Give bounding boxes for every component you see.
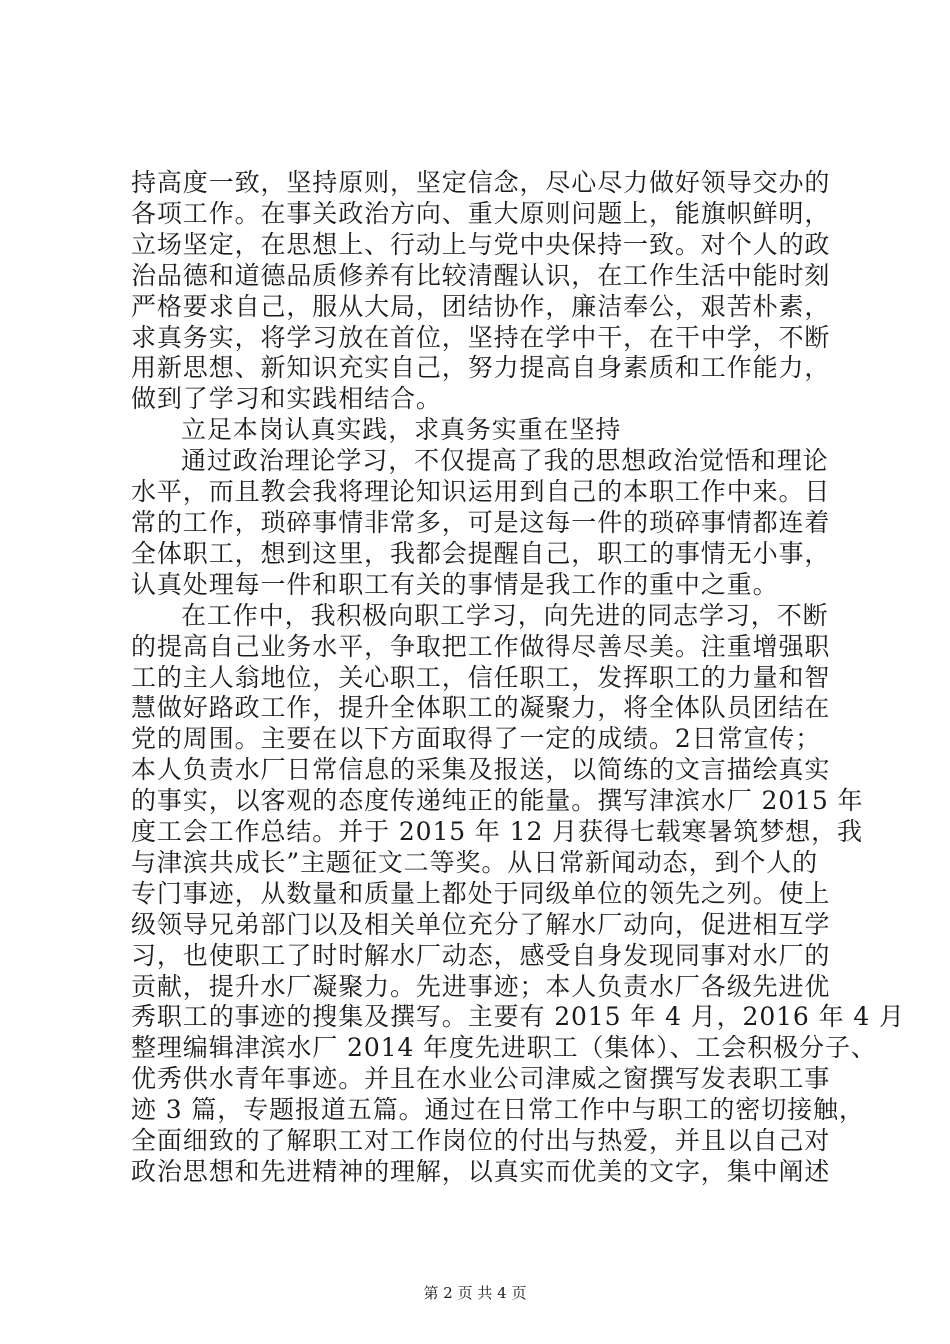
text-line: 全面细致的了解职工对工作岗位的付出与热爱，并且以自己对 [131, 1126, 831, 1156]
text-line: 专门事迹，从数量和质量上都处于同级单位的领先之列。使上 [131, 878, 831, 908]
text-line: 的提高自己业务水平，争取把工作做得尽善尽美。注重增强职 [131, 631, 831, 661]
text-line: 水平，而且教会我将理论知识运用到自己的本职工作中来。日 [131, 477, 831, 507]
text-line: 本人负责水厂日常信息的采集及报送，以简练的文言描绘真实 [131, 755, 831, 785]
text-line: 优秀供水青年事迹。并且在水业公司津威之窗撰写发表职工事 [131, 1064, 831, 1094]
text-line: 在工作中，我积极向职工学习，向先进的同志学习，不断 [181, 600, 829, 630]
text-line: 工的主人翁地位，关心职工，信任职工，发挥职工的力量和智 [131, 662, 831, 692]
text-line: 立场坚定，在思想上、行动上与党中央保持一致。对个人的政 [131, 229, 831, 259]
text-line: 全体职工，想到这里，我都会提醒自己，职工的事情无小事， [131, 538, 831, 568]
text-line: 整理编辑津滨水厂 2014 年度先进职工（集体）、工会积极分子、 [131, 1033, 877, 1063]
text-line: 迹 3 篇，专题报道五篇。通过在日常工作中与职工的密切接触， [131, 1095, 865, 1125]
body-text [131, 168, 905, 1188]
text-line: 认真处理每一件和职工有关的事情是我工作的重中之重。 [131, 569, 779, 599]
text-line: 政治思想和先进精神的理解，以真实而优美的文字，集中阐述 [131, 1157, 831, 1186]
text-line: 贡献，提升水厂凝聚力。先进事迹；本人负责水厂各级先进优 [131, 971, 831, 1001]
text-line: 通过政治理论学习，不仅提高了我的思想政治觉悟和理论 [181, 446, 829, 476]
text-line: 党的周围。主要在以下方面取得了一定的成绩。2日常宣传； [131, 724, 822, 754]
text-line: 度工会工作总结。并于 2015 年 12 月获得七载寒暑筑梦想，我 [131, 817, 863, 847]
text-line: 级领导兄弟部门以及相关单位充分了解水厂动向，促进相互学 [131, 909, 831, 939]
text-line: 用新思想、新知识充实自己，努力提高自身素质和工作能力， [131, 353, 831, 383]
text-line: 习，也使职工了时时解水厂动态，感受自身发现同事对水厂的 [131, 940, 831, 970]
text-line: 做到了学习和实践相结合。 [131, 384, 442, 414]
text-line: 求真务实，将学习放在首位，坚持在学中干，在干中学，不断 [131, 322, 831, 352]
page-footer: 第 2 页 共 4 页 [423, 1284, 527, 1302]
text-line: 秀职工的事迹的搜集及撰写。主要有 2015 年 4 月，2016 年 4 月 [131, 1002, 905, 1032]
text-line: 持高度一致，坚持原则，坚定信念，尽心尽力做好领导交办的 [131, 168, 831, 197]
text-line: 立足本岗认真实践，求真务实重在坚持 [181, 415, 622, 445]
text-line: 慧做好路政工作，提升全体职工的凝聚力，将全体队员团结在 [131, 693, 831, 723]
text-line: 的事实，以客观的态度传递纯正的能量。撰写津滨水厂 2015 年 [131, 786, 864, 816]
text-line: 与津滨共成长”主题征文二等奖。从日常新闻动态，到个人的 [131, 847, 819, 877]
text-line: 常的工作，琐碎事情非常多，可是这每一件的琐碎事情都连着 [131, 507, 831, 537]
text-line: 严格要求自己，服从大局，团结协作，廉洁奉公，艰苦朴素， [131, 291, 831, 321]
text-line: 各项工作。在事关政治方向、重大原则问题上，能旗帜鲜明， [131, 198, 831, 228]
text-line: 治品德和道德品质修养有比较清醒认识，在工作生活中能时刻 [131, 260, 831, 290]
